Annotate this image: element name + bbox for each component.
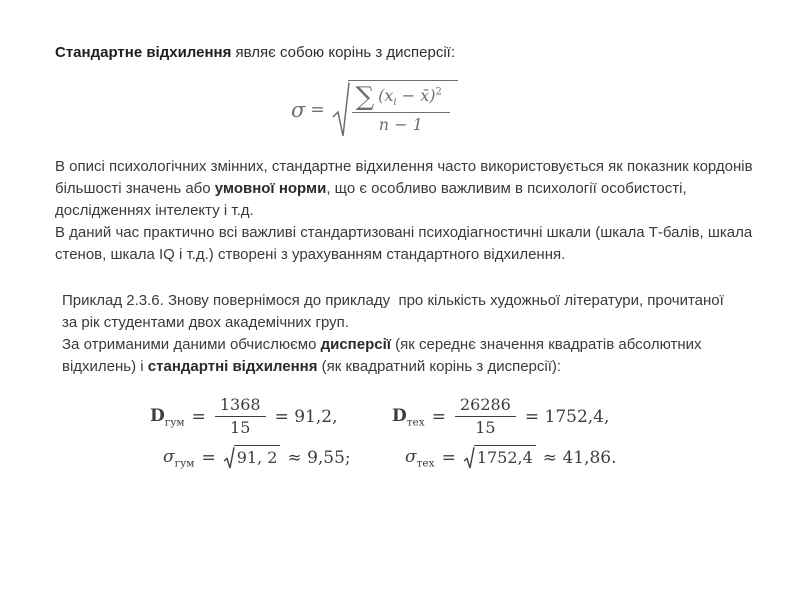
equals-sign: = bbox=[441, 447, 456, 468]
sigma-letter: σ bbox=[163, 446, 175, 467]
ex-part1: За отриманими даними обчислюємо bbox=[62, 336, 321, 353]
sigma-symbol: σ bbox=[291, 97, 306, 122]
dispersion-line-hum bbox=[150, 396, 358, 438]
paragraph-psych-variables bbox=[55, 156, 761, 222]
p1-part2: , що є особливо важливим в психології особистості, дослідженнях інтелекту і т.д. bbox=[55, 180, 687, 219]
sigma-letter: σ bbox=[405, 446, 417, 467]
bold-dispersii: дисперсії bbox=[320, 336, 391, 353]
sigma-variable bbox=[405, 447, 435, 469]
bold-umovnoi-normy: умовної норми bbox=[214, 180, 327, 197]
sqrt-body bbox=[348, 80, 458, 134]
fraction-denominator: 15 bbox=[230, 418, 251, 438]
ex-part2: (як середнє значення квадратів абсолютних відхилень) і bbox=[62, 336, 702, 375]
paragraph-scales: В даний час практично всі важливі стандартизовані психодіагностичні шкали (шкала Т-балів, шкала стенов, шкала IQ і т.д.) створені з урахуванням стандартного відхилення. bbox=[55, 224, 753, 263]
example-block bbox=[62, 290, 738, 378]
radicand: 1752,4 bbox=[474, 445, 536, 467]
expr-close: − x̄) bbox=[396, 85, 436, 105]
sqrt-expression bbox=[463, 445, 536, 471]
d-subscript: гум bbox=[164, 416, 185, 429]
d-subscript: тех bbox=[406, 416, 425, 429]
example-calc-text bbox=[62, 334, 738, 378]
bold-standartni-vidkhylennia: стандартні відхилення bbox=[147, 358, 318, 375]
radicand: 91, 2 bbox=[234, 445, 281, 467]
d-result: = 91,2, bbox=[274, 406, 338, 427]
expr-exponent: 2 bbox=[435, 86, 442, 98]
sigma-line-hum bbox=[150, 445, 358, 471]
sqrt-expression bbox=[332, 80, 458, 139]
d-result: = 1752,4, bbox=[524, 406, 610, 427]
title-rest: являє собою корінь з дисперсії: bbox=[231, 44, 455, 61]
sigma-variable bbox=[163, 447, 194, 469]
calc-humanities bbox=[150, 396, 358, 471]
main-formula bbox=[291, 80, 458, 139]
sigma-subscript: гум bbox=[174, 456, 195, 469]
equals-sign: = bbox=[310, 99, 325, 120]
expr-subscript: i bbox=[393, 97, 397, 109]
p1-part1: В описі психологічних змінних, стандартне відхилення часто використовується як показник кордонів більшості значень або bbox=[55, 158, 753, 197]
fraction bbox=[215, 396, 266, 438]
title-term: Стандартне відхилення bbox=[55, 44, 232, 61]
fraction-numerator: 26286 bbox=[455, 396, 516, 417]
formula-denominator: n − 1 bbox=[378, 115, 423, 134]
d-letter: D bbox=[392, 405, 407, 426]
example-intro: Приклад 2.3.6. Знову повернімося до прикладу про кількість художньої літератури, прочитаної за рік студентами двох академічних груп. bbox=[62, 292, 728, 331]
sigma-line-tech bbox=[392, 445, 624, 471]
sum-symbol: ∑ bbox=[355, 82, 375, 112]
deviation-expression bbox=[378, 86, 442, 108]
equals-sign: = bbox=[191, 406, 206, 427]
sigma-result: ≈ 9,55; bbox=[287, 447, 351, 468]
sqrt-expression bbox=[223, 445, 281, 471]
fraction bbox=[455, 396, 516, 438]
equals-sign: = bbox=[431, 406, 446, 427]
d-letter: D bbox=[150, 405, 165, 426]
slide-title bbox=[55, 44, 455, 61]
equals-sign: = bbox=[201, 447, 216, 468]
ex-part3: (як квадратний корінь з дисперсії): bbox=[317, 358, 562, 375]
d-variable bbox=[392, 406, 425, 428]
fraction-denominator: 15 bbox=[475, 418, 496, 438]
sigma-subscript: тех bbox=[416, 456, 435, 469]
d-variable bbox=[150, 406, 185, 428]
body-text bbox=[55, 156, 761, 266]
formula-numerator bbox=[352, 84, 450, 113]
fraction-numerator: 1368 bbox=[215, 396, 266, 417]
sigma-result: ≈ 41,86. bbox=[542, 447, 617, 468]
expr-open: (x bbox=[378, 85, 394, 105]
dispersion-line-tech bbox=[392, 396, 624, 438]
calc-technical bbox=[392, 396, 624, 471]
